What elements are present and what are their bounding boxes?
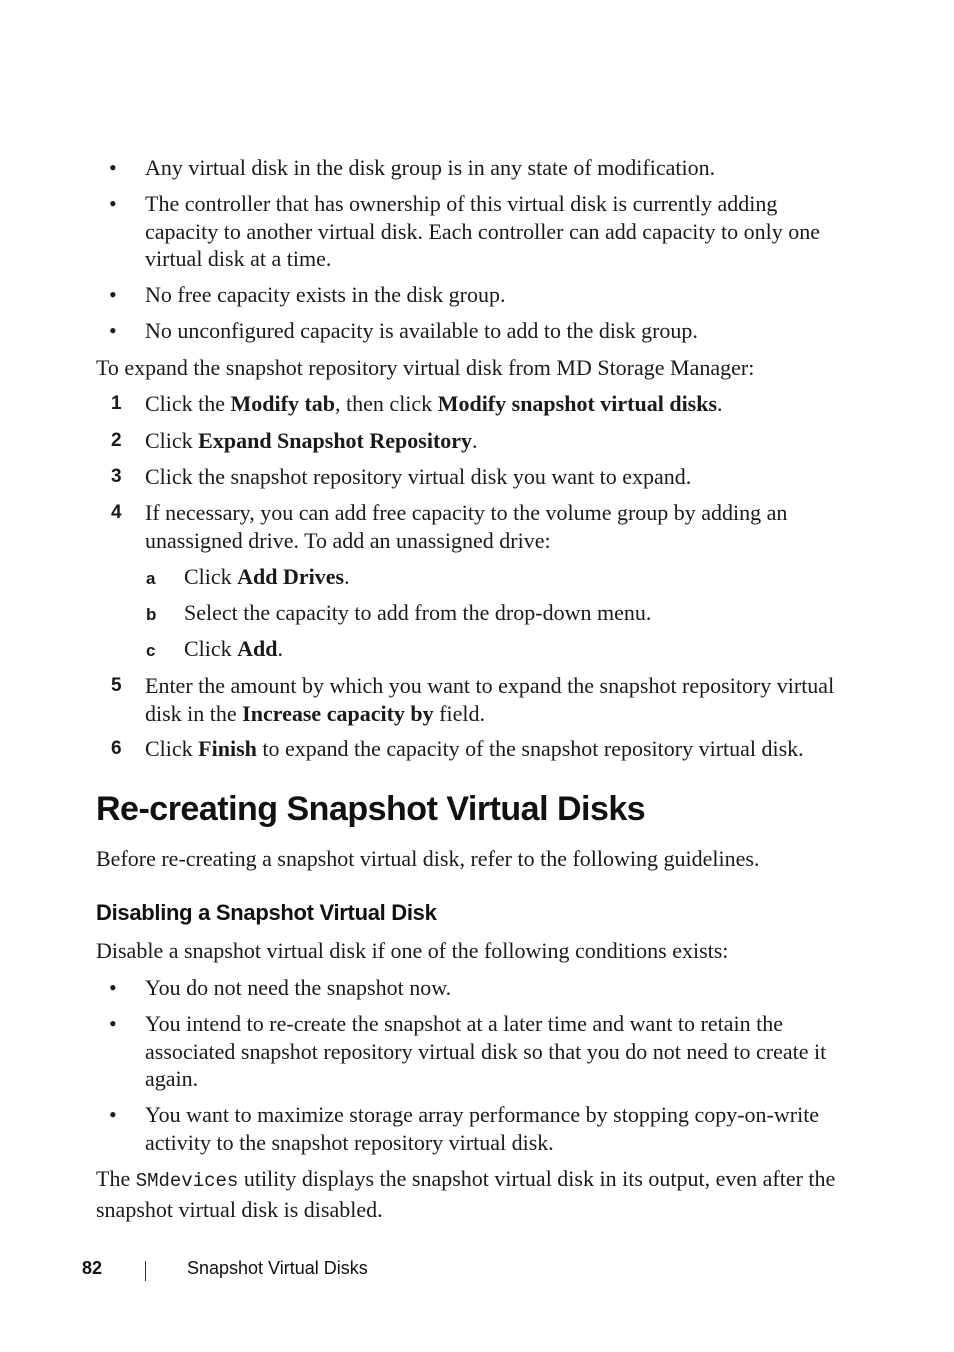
bullet-text: Any virtual disk in the disk group is in any state of modification. <box>145 155 716 180</box>
step-number: 4 <box>111 502 122 523</box>
code-term: SMdevices <box>135 1170 239 1192</box>
ui-term: Modify snapshot virtual disks <box>437 391 718 416</box>
page-number: 82 <box>82 1258 103 1278</box>
bullet-text: You do not need the snapshot now. <box>145 975 452 1000</box>
bullet-marker: • <box>109 318 117 343</box>
section-heading: Re-creating Snapshot Virtual Disks <box>96 790 646 828</box>
bullet-text: No free capacity exists in the disk group. <box>145 282 506 307</box>
bullet-marker: • <box>109 282 117 307</box>
bullet-marker: • <box>109 155 117 180</box>
step-text: Click the snapshot repository virtual disk you want to expand. <box>145 464 692 489</box>
ui-term: Expand Snapshot Repository <box>198 428 473 453</box>
step-text: Click Expand Snapshot Repository. <box>145 428 478 453</box>
step-text: Enter the amount by which you want to expand the snapshot repository virtual disk in the Increase capacity by field. <box>145 673 835 726</box>
substep-letter: c <box>146 641 156 660</box>
substep-text: Click Add Drives. <box>184 564 350 589</box>
substep-letter: a <box>146 569 156 588</box>
bullet-marker: • <box>109 1102 117 1127</box>
footer-divider <box>145 1261 146 1281</box>
expand-intro: To expand the snapshot repository virtual disk from MD Storage Manager: <box>96 355 755 380</box>
bullet-text: The controller that has ownership of this virtual disk is currently adding capacity to another virtual disk. Each controller can add capacity to only one virtual disk at a time. <box>145 191 821 271</box>
bullet-text: No unconfigured capacity is available to add to the disk group. <box>145 318 698 343</box>
step-number: 5 <box>111 675 122 696</box>
smdevices-paragraph: The SMdevices utility displays the snapshot virtual disk in its output, even after the snapshot virtual disk is disabled. <box>96 1166 836 1222</box>
bullet-text: You intend to re-create the snapshot at a later time and want to retain the associated snapshot repository virtual disk so that you do not need to create it again. <box>145 1011 827 1091</box>
subsection-heading: Disabling a Snapshot Virtual Disk <box>96 900 437 925</box>
step-number: 6 <box>111 738 122 759</box>
step-number: 1 <box>111 393 122 414</box>
substep-text: Click Add. <box>184 636 284 661</box>
ui-term: Modify tab <box>230 391 336 416</box>
bullet-marker: • <box>109 975 117 1000</box>
substep-letter: b <box>146 605 157 624</box>
disable-intro: Disable a snapshot virtual disk if one of the following conditions exists: <box>96 938 729 963</box>
step-number: 2 <box>111 430 122 451</box>
ui-term: Add Drives <box>237 564 345 589</box>
footer-section-title: Snapshot Virtual Disks <box>187 1258 368 1278</box>
step-text: Click Finish to expand the capacity of the snapshot repository virtual disk. <box>145 736 804 761</box>
recreate-intro: Before re-creating a snapshot virtual disk, refer to the following guidelines. <box>96 846 760 871</box>
bullet-marker: • <box>109 191 117 216</box>
ui-term: Increase capacity by <box>242 700 434 726</box>
step-text: Click the Modify tab, then click Modify snapshot virtual disks. <box>145 391 723 416</box>
step-text: If necessary, you can add free capacity to the volume group by adding an unassigned drive. To add an unassigned drive: <box>145 500 788 553</box>
bullet-text: You want to maximize storage array performance by stopping copy-on-write activity to the snapshot repository virtual disk. <box>145 1102 820 1155</box>
step-number: 3 <box>111 466 122 487</box>
ui-term: Finish <box>198 736 257 761</box>
bullet-marker: • <box>109 1011 117 1036</box>
substep-text: Select the capacity to add from the drop-down menu. <box>184 600 652 625</box>
ui-term: Add <box>237 636 278 661</box>
